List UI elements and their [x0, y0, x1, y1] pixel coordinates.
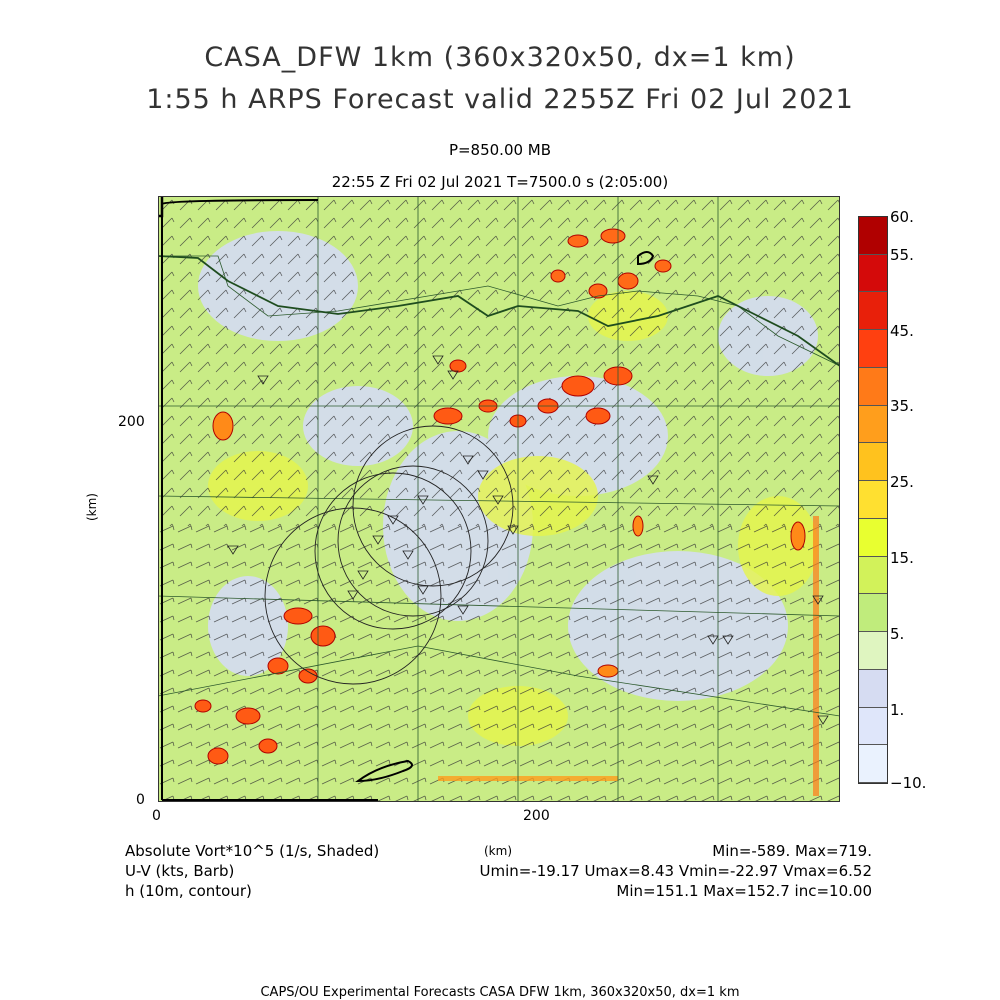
colorbar-swatch: [859, 632, 887, 670]
colorbar-label: 45.: [890, 322, 914, 340]
wind-minmax: Umin=-19.17 Umax=8.43 Vmin=-22.97 Vmax=6.52: [479, 862, 872, 880]
pressure-level: P=850.00 MB: [448, 141, 552, 159]
colorbar-swatch: [859, 443, 887, 481]
valid-time: 22:55 Z Fri 02 Jul 2021 T=7500.0 s (2:05:00): [331, 173, 669, 191]
title-line-1: CASA_DFW 1km (360x320x50, dx=1 km): [204, 42, 796, 73]
colorbar-swatch: [859, 708, 887, 746]
colorbar-swatch: [859, 406, 887, 444]
colorbar-swatch: [859, 368, 887, 406]
colorbar-swatch: [859, 670, 887, 708]
colorbar-swatch: [859, 255, 887, 293]
colorbar-label: 5.: [890, 625, 905, 643]
colorbar-label: 25.: [890, 473, 914, 491]
colorbar-swatch: [859, 292, 887, 330]
colorbar-swatch: [859, 557, 887, 595]
colorbar-label: 60.: [890, 208, 914, 226]
colorbar-label: 15.: [890, 549, 914, 567]
x-tick-0: 0: [152, 808, 161, 824]
colorbar-swatch: [859, 519, 887, 557]
x-axis-label: (km): [484, 844, 513, 858]
y-axis-label: (km): [85, 492, 100, 522]
colorbar-label: 55.: [890, 246, 914, 264]
height-minmax: Min=151.1 Max=152.7 inc=10.00: [616, 882, 872, 900]
x-tick-200: 200: [523, 808, 550, 824]
colorbar: [858, 216, 888, 784]
vorticity-map: [158, 196, 840, 802]
colorbar-label: 35.: [890, 397, 914, 415]
vorticity-minmax: Min=-589. Max=719.: [712, 842, 872, 860]
colorbar-swatch: [859, 594, 887, 632]
colorbar-swatch: [859, 330, 887, 368]
colorbar-swatch: [859, 217, 887, 255]
field-label-height: h (10m, contour): [125, 882, 252, 900]
title-line-2: 1:55 h ARPS Forecast valid 2255Z Fri 02 Jul 2021: [146, 84, 854, 115]
colorbar-swatch: [859, 481, 887, 519]
credits-line: CAPS/OU Experimental Forecasts CASA DFW 1km, 360x320x50, dx=1 km: [260, 985, 740, 1000]
colorbar-label: −10.: [890, 774, 927, 792]
field-label-vorticity: Absolute Vort*10^5 (1/s, Shaded): [125, 842, 380, 860]
colorbar-swatch: [859, 745, 887, 783]
field-label-wind: U-V (kts, Barb): [125, 862, 235, 880]
colorbar-label: 1.: [890, 701, 905, 719]
y-tick-200: 200: [118, 414, 145, 430]
y-tick-0: 0: [136, 792, 145, 808]
